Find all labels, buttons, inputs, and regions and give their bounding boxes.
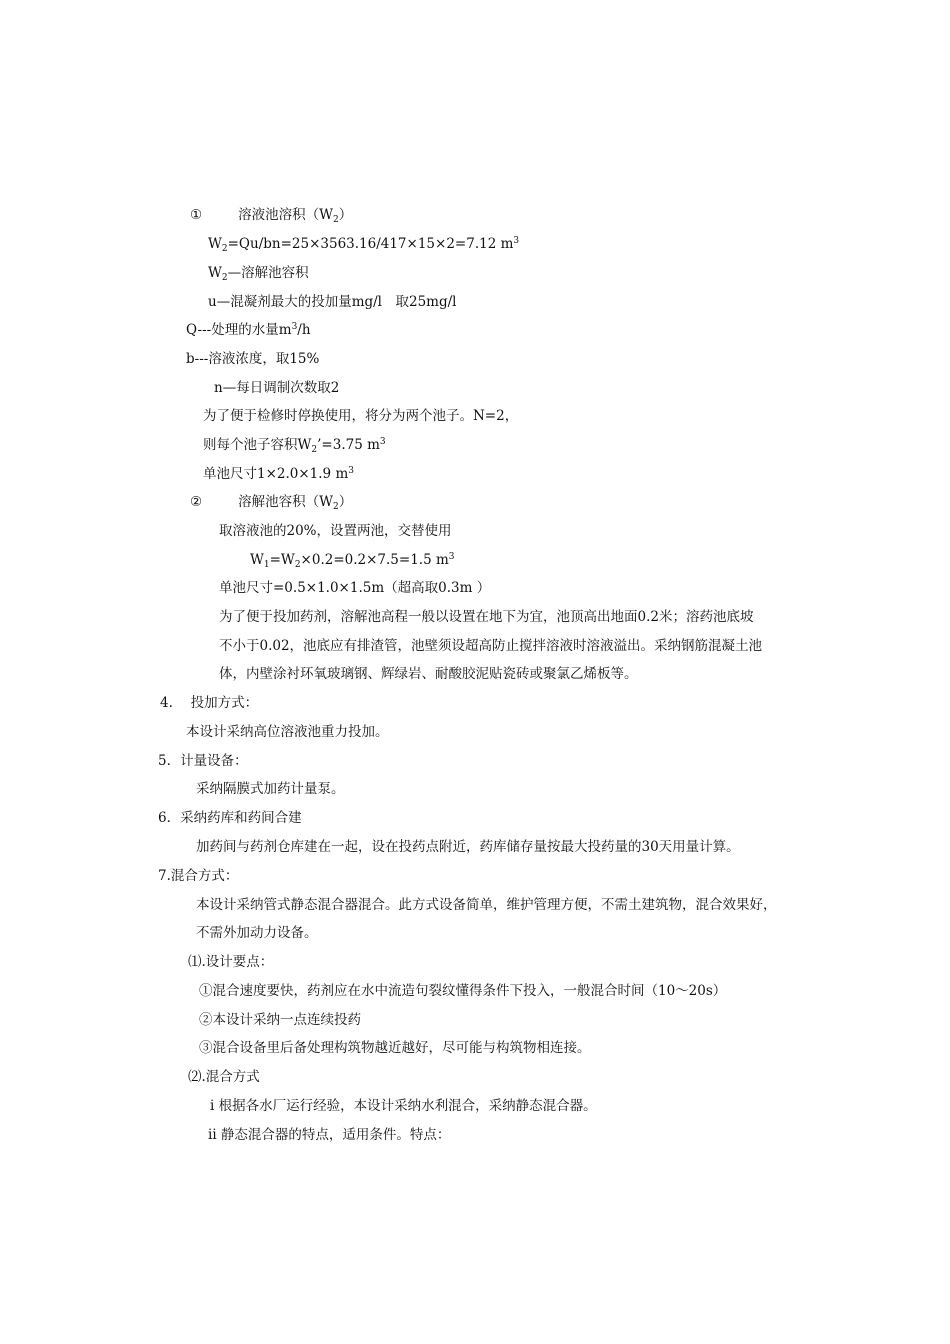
mixing-method-item-1: ⅰ 根据各水厂运行经验，本设计采纳水利混合，采纳静态混合器。 [210, 1098, 597, 1114]
section-7-body-line-2: 不需外加动力设备。 [196, 925, 318, 941]
definition-n: n—每日调制次数取2 [214, 380, 340, 396]
section-7-heading: 7.混合方式： [158, 868, 239, 884]
take-ratio: 取溶液池的20%，设置两池，交替使用 [219, 523, 452, 539]
design-point-2: ②本设计采纳一点连续投药 [199, 1012, 361, 1028]
dissolve-para-line-3: 体，内壁涂衬环氧玻璃钢、辉绿岩、耐酸胶泥贴瓷砖或聚氯乙烯板等。 [219, 666, 638, 682]
dissolve-para-line-2: 不小于0.02，池底应有排渣管，池壁须设超高防止搅拌溶液时溶液溢出。采纳钢筋混凝土池 [219, 638, 763, 654]
section-7-body-line-1: 本设计采纳管式静态混合器混合。此方式设备简单，维护管理方便，不需土建筑物，混合效果好， [196, 897, 777, 913]
definition-q: Q---处理的水量$m^3/h$ [186, 322, 311, 338]
section-2-heading: ② 溶解池容积$(W_2)$ [190, 494, 353, 512]
mixing-method-item-2: ⅱ 静态混合器的特点，适用条件。特点： [208, 1127, 451, 1143]
section-6-heading: 6．采纳药库和药间合建 [158, 810, 302, 826]
dissolve-para-line-1: 为了便于投加药剂，溶解池高程一般以设置在地下为宜，池顶高出地面0.2米；溶药池底坡 [219, 609, 754, 625]
section-6-body: 加药间与药剂仓库建在一起，设在投药点附近，药库储存量按最大投药量的30天用量计算。 [196, 839, 740, 855]
single-pool-size: 单池尺寸1×2.0×1.9 $m^3$ [203, 466, 354, 482]
design-point-1: ①混合速度要快，药剂应在水中流造句裂纹懂得条件下投入，一般混合时间（10～20s） [199, 983, 727, 999]
mixing-method-heading: ⑵.混合方式 [188, 1069, 260, 1085]
section-1-number: ① [190, 207, 203, 223]
each-pool-volume: 则每个池子容积$W_2’=3.75$ $m^3$ [203, 437, 386, 455]
design-points-heading: ⑴.设计要点： [188, 954, 274, 970]
formula-w2: $W_2=Qu/bn=25\times 3563.16/417\times 15\times 2=7.12$ $m^3$ [208, 236, 520, 254]
design-point-3: ③混合设备里后备处理构筑物越近越好，尽可能与构筑物相连接。 [199, 1040, 591, 1056]
note-two-pools: 为了便于检修时停换使用，将分为两个池子。N=2， [203, 408, 519, 424]
definition-w2: $W_2—$溶解池容积 [208, 265, 309, 283]
section-4-body: 本设计采纳高位溶液池重力投加。 [186, 724, 389, 740]
section-1-heading: ① 溶液池溶积$(W_2)$ [190, 207, 353, 225]
section-5-heading: 5．计量设备： [158, 753, 248, 769]
dissolve-pool-size: 单池尺寸=0.5×1.0×1.5m（超高取0.3m ） [219, 580, 491, 596]
section-4-heading: 4. 投加方式： [160, 695, 259, 711]
definition-b: b---溶液浓度，取15% [186, 351, 320, 367]
formula-w1: $W_1=W_2\times 0.2=0.2\times 7.5=1.5$ $m^3$ [250, 552, 455, 570]
section-2-number: ② [190, 494, 203, 510]
section-5-body: 采纳隔膜式加药计量泵。 [196, 781, 345, 797]
definition-u: u—混凝剂最大的投加量mg/l 取25mg/l [208, 294, 457, 310]
